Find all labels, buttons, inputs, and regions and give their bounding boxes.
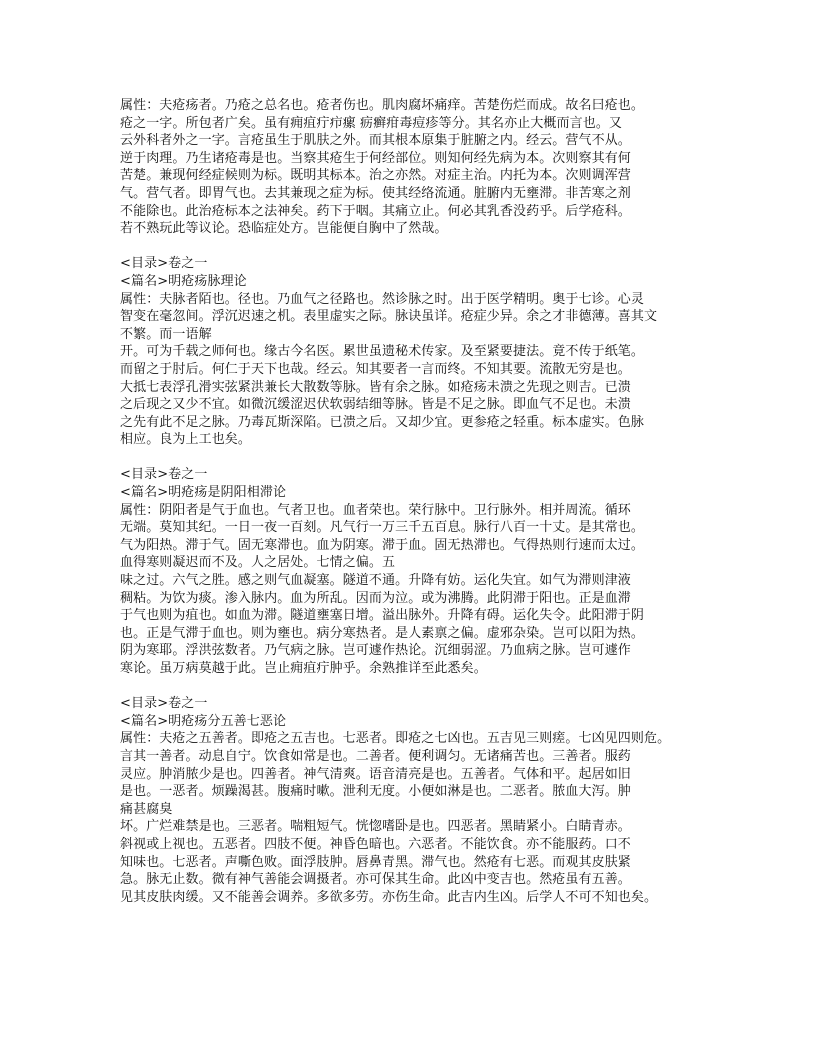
text-line: 是也。一恶者。烦躁渴甚。腹痛时嗽。泄利无度。小便如淋是也。二恶者。脓血大泻。肿 (120, 784, 631, 800)
text-line: 痛甚腐臭 (120, 801, 173, 817)
text-line: 寒论。虽万病莫越于此。岂止痈疽疔肿乎。余熟推详至此悉矣。 (120, 661, 487, 676)
chapter-title: <篇名>明疮疡分五善七恶论 (120, 713, 287, 729)
paragraph-intro (120, 97, 700, 238)
text-line: 若不熟玩此等议论。恐临症处方。岂能便自胸中了然哉。 (120, 221, 448, 237)
text-line: 稠粘。为饮为痰。渗入脉内。血为所乱。因而为泣。或为沸腾。此阴滞于阳也。正是血滞 (120, 590, 631, 606)
text-line: 相应。良为上工也矣。 (120, 432, 252, 448)
text-line: 属性：夫脉者陌也。径也。乃血气之径路也。然诊脉之时。出于医学精明。奥于七诊。心灵 (120, 291, 645, 307)
text-line: 开。可为千载之师何也。缘古今名医。累世虽遗秘术传家。及至紧要捷法。竟不传于纸笔。 (120, 344, 645, 360)
text-line: 气为阳热。滞于气。固无寒滞也。血为阴寒。滞于血。固无热滞也。气得热则行速而太过。 (120, 537, 645, 553)
catalog-heading: <目录>卷之一 (120, 467, 208, 483)
paragraph-gap (120, 449, 700, 467)
text-line: 疮之一字。所包者广矣。虽有痈疽疔疖瘰 疬癣疳毒痘疹等分。其名亦止大概而言也。又 (120, 115, 623, 131)
text-line: 言其一善者。动息自宁。饮食如常是也。二善者。便利调匀。无诸痛苦也。三善者。服药 (120, 748, 631, 764)
text-line: 而留之于肘后。何仁于天下也哉。经云。知其要者一言而终。不知其要。流散无穷是也。 (120, 361, 631, 377)
text-line: 知味也。七恶者。声嘶色败。面浮肢肿。唇鼻青黑。滞气也。然疮有七恶。而观其皮肤紧 (120, 854, 631, 870)
text-line: 不繁。而一语解 (120, 326, 212, 342)
catalog-heading: <目录>卷之一 (120, 256, 208, 272)
text-line: 味之过。六气之胜。感之则气血凝塞。隧道不通。升降有妨。运化失宜。如气为滞则津液 (120, 573, 631, 589)
catalog-heading: <目录>卷之一 (120, 696, 208, 712)
text-line: 之先有此不足之脉。乃毒瓦斯深陷。已溃之后。又却少宜。更参疮之轻重。标本虚实。色脉 (120, 414, 645, 430)
text-line: 坏。广烂难禁是也。三恶者。喘粗短气。恍惚嗜卧是也。四恶者。黑睛紧小。白睛青赤。 (120, 819, 631, 835)
text-line: 不能除也。此治疮标本之法神矣。药下于咽。其痛立止。何必其乳香没药乎。后学疮科。 (120, 203, 631, 219)
text-line: 阴为寒耶。浮洪弦数者。乃气病之脉。岂可遽作热论。沉细弱涩。乃血病之脉。岂可遽作 (120, 643, 631, 659)
paragraph-gap (120, 678, 700, 696)
text-line: 大抵七表浮孔滑实弦紧洪兼长大散数等脉。皆有余之脉。如疮疡未溃之先现之则吉。已溃 (120, 379, 631, 395)
chapter-title: <篇名>明疮疡脉理论 (120, 273, 247, 289)
text-line: 属性：夫疮之五善者。即疮之五吉也。七恶者。即疮之七凶也。五吉见三则瘥。七凶见四则危。 (120, 731, 671, 747)
chapter-title: <篇名>明疮疡是阴阳相滞论 (120, 485, 287, 501)
text-line: 于气也则为疽也。如血为滞。隧道壅塞日增。溢出脉外。升降有碍。运化失令。此阳滞于阴 (120, 608, 645, 624)
text-line: 逆于肉理。乃生诸疮毒是也。当察其疮生于何经部位。则知何经先病为本。次则察其有何 (120, 150, 631, 166)
text-line: 斜视或上视也。五恶者。四肢不便。神昏色暗也。六恶者。不能饮食。亦不能服药。口不 (120, 836, 631, 852)
section-five-good-seven-bad (120, 695, 700, 906)
text-line: 苦楚。兼现何经症候则为标。既明其标本。治之亦然。对症主治。内托为本。次则调浑营 (120, 168, 631, 184)
text-line: 灵应。肿消脓少是也。四善者。神气清爽。语音清亮是也。五善者。气体和平。起居如旧 (120, 766, 631, 782)
text-line: 见其皮肤肉缓。又不能善会调养。多欲多劳。亦伤生命。此吉内生凶。后学人不可不知也矣。 (120, 889, 658, 905)
section-yin-yang (120, 466, 700, 677)
document-page (120, 97, 700, 906)
text-line: 也。正是气滞于血也。则为壅也。病分寒热者。是人素禀之偏。虚邪杂染。岂可以阳为热。 (120, 625, 645, 641)
text-line: 云外科者外之一字。言疮虽生于肌肤之外。而其根本原集于脏腑之内。经云。营气不从。 (120, 133, 631, 149)
text-line: 属性：阴阳者是气于血也。气者卫也。血者荣也。荣行脉中。卫行脉外。相并周流。循环 (120, 502, 631, 518)
text-line: 属性：夫疮疡者。乃疮之总名也。疮者伤也。肌肉腐坏痛痒。苦楚伤烂而成。故名曰疮也。 (120, 98, 645, 113)
section-pulse-theory (120, 255, 700, 449)
text-line: 血得寒则凝迟而不及。人之居处。七情之偏。五 (120, 555, 396, 571)
text-line: 智变在毫忽间。浮沉迟速之机。表里虚实之际。脉诀虽详。疮症少异。余之才非德薄。喜其文 (120, 309, 658, 325)
paragraph-gap (120, 238, 700, 256)
text-line: 气。营气者。即胃气也。去其兼现之症为标。使其经络流通。脏腑内无壅滞。非苦寒之剂 (120, 185, 631, 201)
text-line: 无端。莫知其纪。一日一夜一百刻。凡气行一万三千五百息。脉行八百一十丈。是其常也。 (120, 520, 645, 536)
text-line: 急。脉无止数。微有神气善能会调摄者。亦可保其生命。此凶中变吉也。然疮虽有五善。 (120, 872, 631, 888)
text-line: 之后现之又少不宜。如微沉缓涩迟伏软弱结细等脉。皆是不足之脉。即血气不足也。未溃 (120, 397, 631, 413)
